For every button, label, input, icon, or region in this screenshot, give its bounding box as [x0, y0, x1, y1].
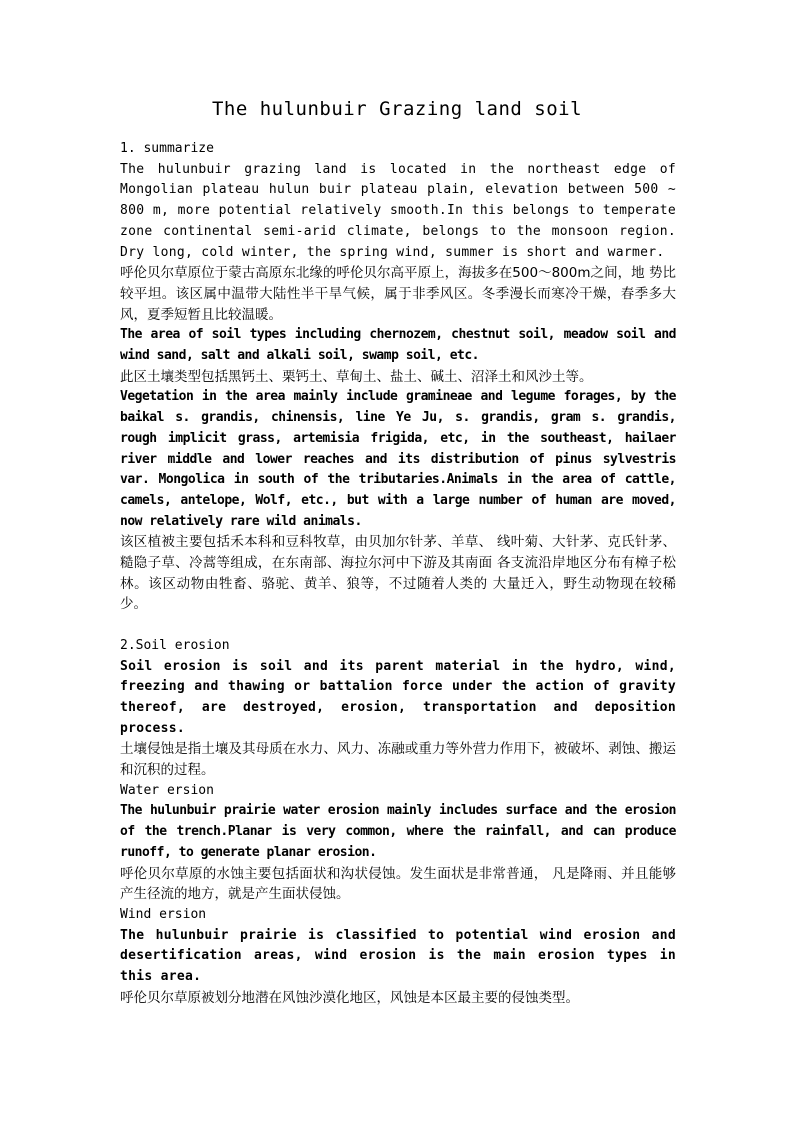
paragraph-cn: 呼伦贝尔草原的水蚀主要包括面状和沟状侵蚀。发生面状是非常普通， 凡是降雨、并且能够产生径流的地方，就是产生面状侵蚀。: [120, 865, 676, 903]
paragraph-cn: 呼伦贝尔草原位于蒙古高原东北缘的呼伦贝尔高平原上，海拔多在500～800m之间，地 势比较平坦。该区属中温带大陆性半干旱气候，属于非季风区。冬季漫长而寒冷干燥，春季多大风，夏季短暂且比较温暖。: [120, 265, 676, 323]
section-heading-summarize: 1. summarize: [120, 141, 214, 156]
paragraph-cn: 呼伦贝尔草原被划分地潜在风蚀沙漠化地区，风蚀是本区最主要的侵蚀类型。: [120, 989, 579, 1006]
paragraph-en: The area of soil types including chernozem, chestnut soil, meadow soil and wind sand, salt and alkali soil, swamp soil, etc.: [120, 327, 676, 364]
subheading-wind-erosion: Wind ersion: [120, 907, 207, 922]
paragraph-en: Soil erosion is soil and its parent material in the hydro, wind, freezing and thawing or battalion force under the action of gravity thereof, are destroyed, erosion, transportation and deposition process.: [120, 658, 676, 736]
paragraph-cn: 土壤侵蚀是指土壤及其母质在水力、风力、冻融或重力等外营力作用下，被破坏、剥蚀、搬运和沉积的过程。: [120, 741, 676, 779]
paragraph-en: The hulunbuir prairie is classified to potential wind erosion and desertification areas, wind erosion is the main erosion types in this area.: [120, 927, 676, 985]
paragraph-en: The hulunbuir prairie water erosion mainly includes surface and the erosion of the trench.Planar is very common, where the rainfall, and can produce runoff, to generate planar erosion.: [120, 803, 676, 860]
paragraph-cn: 此区土壤类型包括黑钙土、栗钙土、草甸土、盐土、碱土、沼泽土和风沙土等。: [120, 368, 593, 385]
section-heading-soil-erosion: 2.Soil erosion: [120, 637, 230, 653]
paragraph-en: The hulunbuir grazing land is located in the northeast edge of Mongolian plateau hulun buir plateau plain, elevation between 500 ~ 800 m, more potential relatively smooth.In this belongs to temperate zone continental semi-arid climate, belongs to the monsoon region. Dry long, cold winter, the spring wind, summer is short and warmer.: [120, 161, 676, 260]
subheading-water-erosion: Water ersion: [120, 782, 214, 798]
document-title: The hulunbuir Grazing land soil: [211, 98, 583, 120]
paragraph-cn: 该区植被主要包括禾本科和豆科牧草，由贝加尔针茅、羊草、 线叶菊、大针茅、克氏针茅、糙隐子草、冷蒿等组成，在东南部、海拉尔河中下游及其南面 各支流沿岸地区分布有樟子松林。该区动物由牲畜、骆驼、黄羊、狼等，不过随着人类的 大量迁入，野生动物现在较稀少。: [120, 534, 676, 613]
paragraph-en: Vegetation in the area mainly include gramineae and legume forages, by the baikal s. grandis, chinensis, line Ye Ju, s. grandis, gram s. grandis, rough implicit grass, artemisia frigida, etc, in the southeast, hailaer river middle and lower reaches and its distribution of pinus sylvestris var. Mongolica in south of the tributaries.Animals in the area of cattle, camels, antelope, Wolf, etc., but with a large number of human are moved, now relatively rare wild animals.: [120, 389, 676, 529]
section-spacer: [120, 615, 676, 636]
document-body: [120, 139, 676, 1009]
